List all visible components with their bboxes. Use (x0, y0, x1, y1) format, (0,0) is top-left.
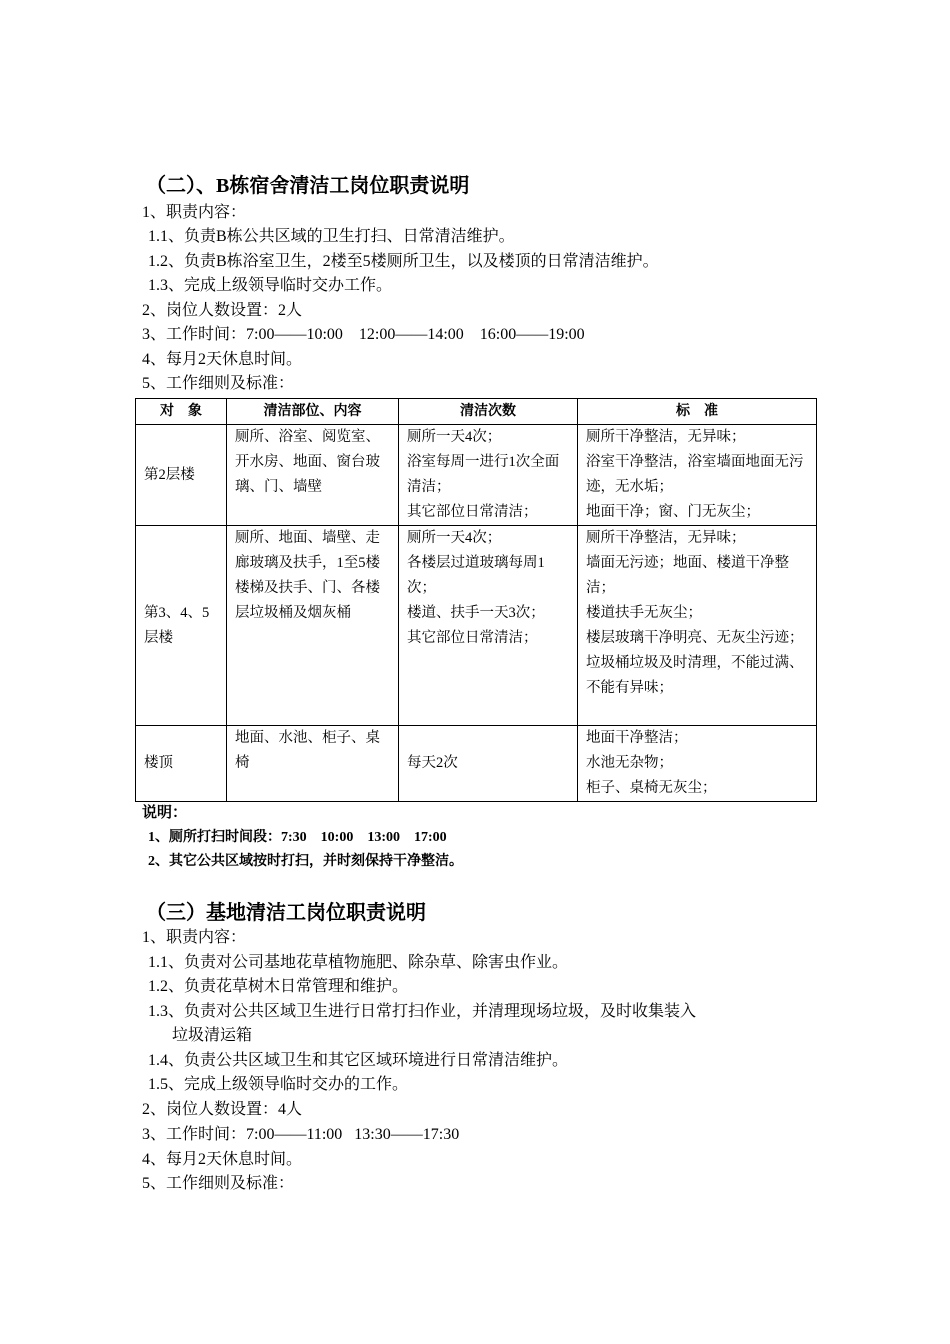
frequency-item: 厕所一天4次； (407, 530, 502, 546)
row-standard (578, 726, 817, 802)
row-object: 第2层楼 (136, 425, 227, 526)
row-areas (227, 425, 399, 526)
section2-duty-2: 1.2、负责B栋浴室卫生，2楼至5楼厕所卫生，以及楼顶的日常清洁维护。 (148, 253, 659, 270)
standard-item: 垃圾桶垃圾及时清理，不能过满、不能有异味； (586, 655, 804, 696)
frequency-item: 浴室每周一进行1次全面清洁； (407, 454, 560, 495)
section2-work-time: 3、工作时间：7:00——10:00 12:00——14:00 16:00——19:00 (142, 326, 585, 343)
standard-item: 楼层玻璃干净明亮、无灰尘污迹； (586, 630, 804, 646)
header-areas: 清洁部位、内容 (227, 399, 399, 425)
row-areas (227, 526, 399, 726)
standard-item: 柜子、桌椅无灰尘； (586, 780, 717, 796)
row-standard (578, 526, 817, 726)
row-object: 第3、4、5层楼 (136, 526, 227, 726)
frequency-item: 各楼层过道玻璃每周1次； (407, 555, 545, 596)
table-row (136, 425, 817, 526)
section3-details-heading: 5、工作细则及标准： (142, 1175, 295, 1192)
standard-item: 地面干净整洁； (586, 730, 688, 746)
frequency-item: 其它部位日常清洁； (407, 504, 538, 520)
note-2: 2、其它公共区域按时打扫，并时刻保持干净整洁。 (148, 854, 463, 869)
note-1: 1、厕所打扫时间段：7:30 10:00 13:00 17:00 (148, 830, 447, 845)
section2-details-heading: 5、工作细则及标准： (142, 375, 295, 392)
header-frequency: 清洁次数 (399, 399, 578, 425)
row-object: 楼顶 (136, 726, 227, 802)
areas-text: 地面、水池、柜子、桌椅 (235, 730, 380, 771)
section2-title: （二）、B栋宿舍清洁工岗位职责说明 (146, 175, 470, 197)
section2-rest: 4、每月2天休息时间。 (142, 351, 303, 368)
table-row (136, 726, 817, 802)
header-standard: 标 准 (578, 399, 817, 425)
section3-staffing: 2、岗位人数设置：4人 (142, 1101, 303, 1118)
frequency-item: 楼道、扶手一天3次； (407, 605, 545, 621)
table-header-row (136, 399, 817, 425)
section3-title: （三）基地清洁工岗位职责说明 (146, 902, 426, 924)
notes-heading: 说明： (142, 805, 188, 821)
section2-duty-1: 1.1、负责B栋公共区域的卫生打扫、日常清洁维护。 (148, 228, 515, 245)
frequency-item: 其它部位日常清洁； (407, 630, 538, 646)
table-row (136, 526, 817, 726)
row-frequency (399, 425, 578, 526)
header-object: 对 象 (136, 399, 227, 425)
frequency-item: 厕所一天4次； (407, 429, 502, 445)
standard-item: 浴室干净整洁，浴室墙面地面无污迹，无水垢； (586, 454, 804, 495)
standard-item: 地面干净；窗、门无灰尘； (586, 504, 760, 520)
section3-rest: 4、每月2天休息时间。 (142, 1151, 303, 1168)
row-frequency (399, 726, 578, 802)
section3-duty-4: 1.4、负责公共区域卫生和其它区域环境进行日常清洁维护。 (148, 1052, 569, 1069)
standard-item: 水池无杂物； (586, 755, 673, 771)
standard-item: 墙面无污迹；地面、楼道干净整洁； (586, 555, 789, 596)
section2-staffing: 2、岗位人数设置：2人 (142, 302, 303, 319)
standard-item: 厕所干净整洁，无异味； (586, 429, 746, 445)
section3-duties-heading: 1、职责内容： (142, 929, 247, 946)
cleaning-standards-table (135, 398, 817, 802)
section2-duty-3: 1.3、完成上级领导临时交办工作。 (148, 277, 393, 294)
areas-text: 厕所、地面、墙壁、走廊玻璃及扶手，1至5楼楼梯及扶手、门、各楼层垃圾桶及烟灰桶 (235, 530, 380, 621)
section3-duty-3-cont: 垃圾清运箱 (172, 1027, 253, 1044)
standard-item: 楼道扶手无灰尘； (586, 605, 702, 621)
frequency-item: 每天2次 (407, 755, 458, 771)
section3-duty-5: 1.5、完成上级领导临时交办的工作。 (148, 1076, 409, 1093)
row-frequency (399, 526, 578, 726)
areas-text: 厕所、浴室、阅览室、开水房、地面、窗台玻璃、门、墙壁 (235, 429, 380, 495)
section3-duty-1: 1.1、负责对公司基地花草植物施肥、除杂草、除害虫作业。 (148, 954, 569, 971)
section2-duties-heading: 1、职责内容： (142, 204, 247, 221)
row-areas (227, 726, 399, 802)
section3-duty-2: 1.2、负责花草树木日常管理和维护。 (148, 978, 409, 995)
section3-work-time: 3、工作时间：7:00——11:00 13:30——17:30 (142, 1126, 460, 1143)
section3-duty-3: 1.3、负责对公共区域卫生进行日常打扫作业，并清理现场垃圾，及时收集装入 (148, 1003, 697, 1020)
row-standard (578, 425, 817, 526)
standard-item: 厕所干净整洁，无异味； (586, 530, 746, 546)
